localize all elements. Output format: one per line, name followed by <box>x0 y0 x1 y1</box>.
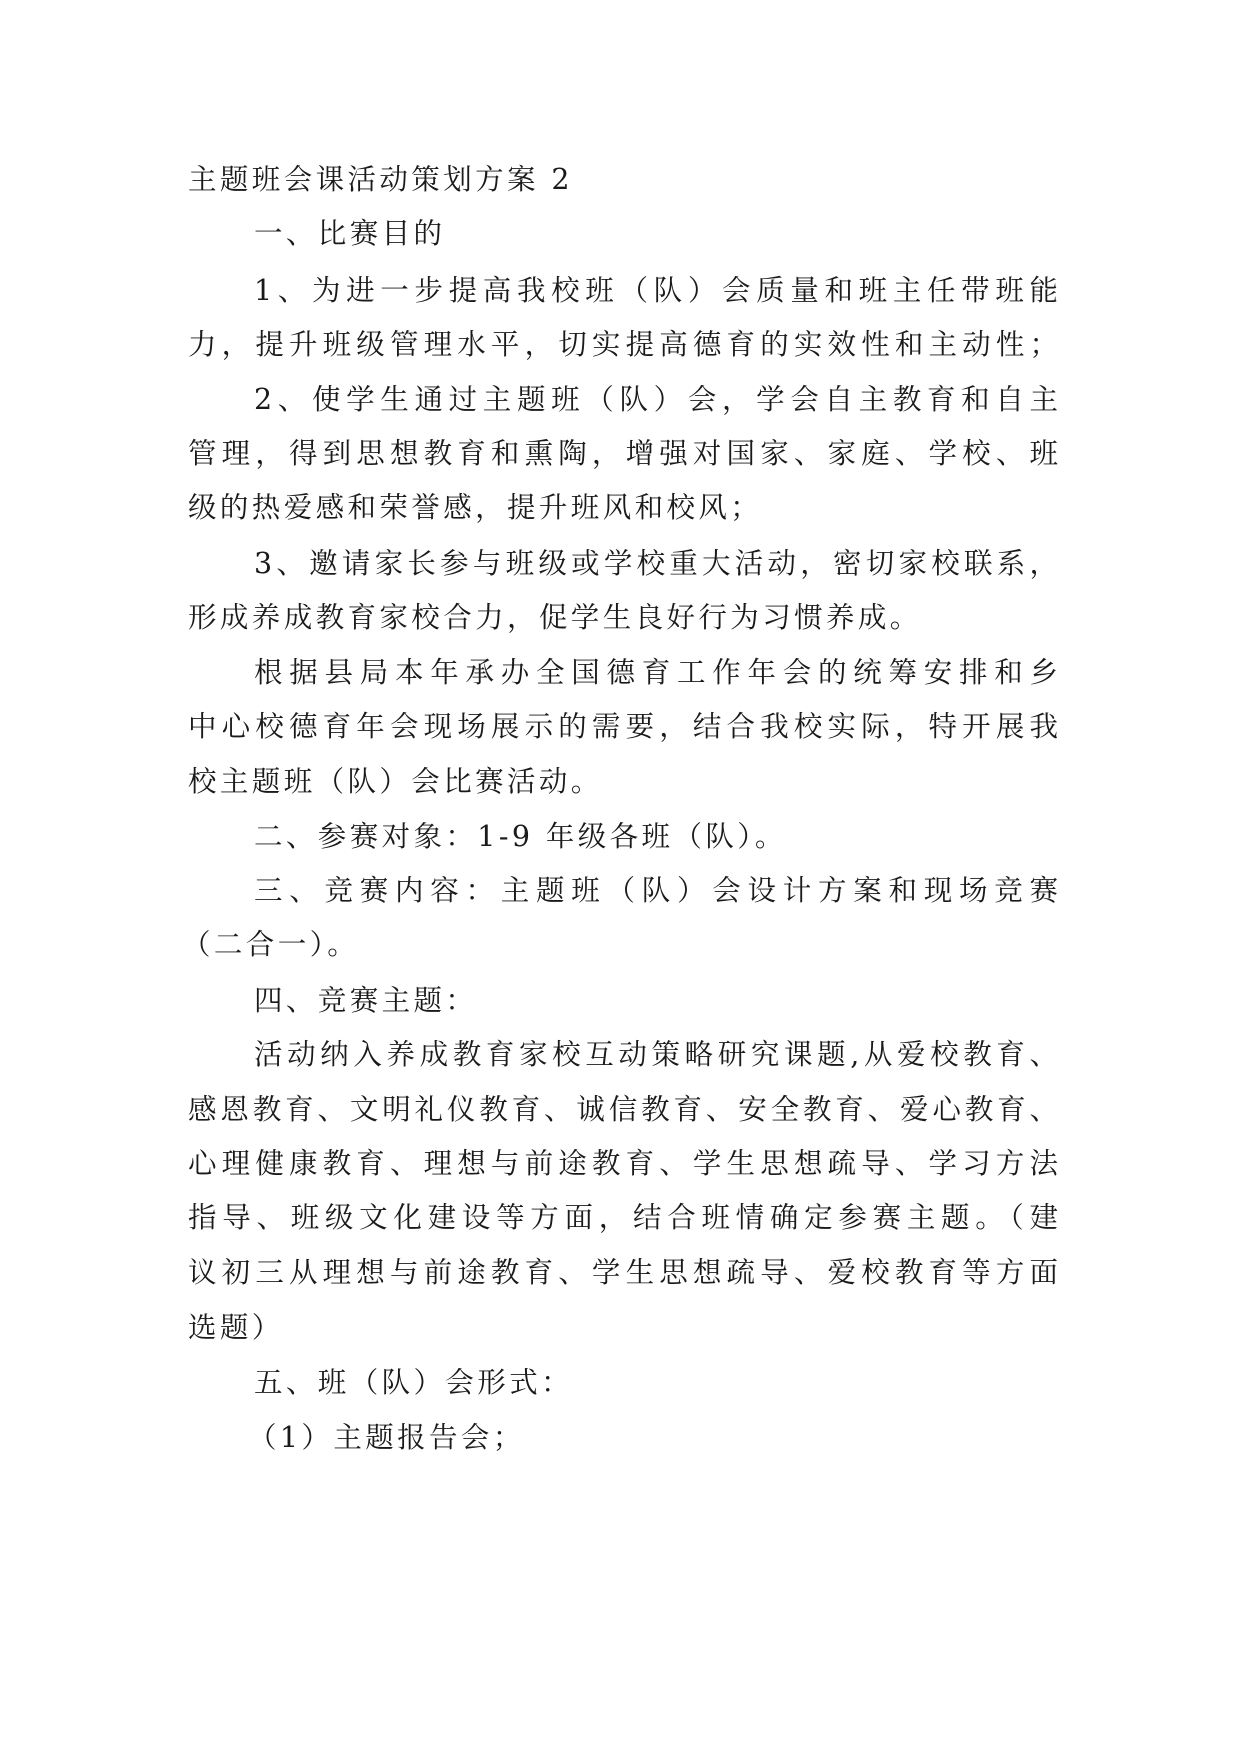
paragraph-2-line-3: 级的热爱感和荣誉感，提升班风和校风； <box>188 491 763 524</box>
section-2-participants: 二、参赛对象：1-9 年级各班（队）。 <box>254 820 787 853</box>
paragraph-5-line-3: 心理健康教育、理想与前途教育、学生思想疏导、学习方法 <box>188 1147 1058 1180</box>
section-3-line-1: 三、竞赛内容：主题班（队）会设计方案和现场竞赛 <box>254 874 1058 907</box>
paragraph-3-line-1: 3、邀请家长参与班级或学校重大活动，密切家校联系， <box>254 547 1058 580</box>
paragraph-4-line-3: 校主题班（队）会比赛活动。 <box>188 765 603 798</box>
paragraph-1-line-1: 1、为进一步提高我校班（队）会质量和班主任带班能 <box>254 274 1058 307</box>
paragraph-5-line-2: 感恩教育、文明礼仪教育、诚信教育、安全教育、爱心教育、 <box>188 1093 1058 1126</box>
paragraph-2-line-1: 2、使学生通过主题班（队）会，学会自主教育和自主 <box>254 383 1058 416</box>
section-5-item-1: （1）主题报告会； <box>248 1421 525 1454</box>
section-5-heading: 五、班（队）会形式： <box>254 1366 574 1399</box>
section-4-heading: 四、竞赛主题： <box>254 984 478 1017</box>
paragraph-4-line-1: 根据县局本年承办全国德育工作年会的统筹安排和乡 <box>254 656 1058 689</box>
paragraph-5-line-6: 选题） <box>188 1311 284 1344</box>
paragraph-5-line-4: 指导、班级文化建设等方面，结合班情确定参赛主题。（建 <box>188 1201 1058 1234</box>
paragraph-5-line-5: 议初三从理想与前途教育、学生思想疏导、爱校教育等方面 <box>188 1256 1058 1289</box>
section-3-line-2: （二合一）。 <box>182 928 360 961</box>
paragraph-5-line-1: 活动纳入养成教育家校互动策略研究课题,从爱校教育、 <box>254 1038 1058 1071</box>
paragraph-1-line-2: 力，提升班级管理水平，切实提高德育的实效性和主动性； <box>188 328 1058 361</box>
paragraph-3-line-2: 形成养成教育家校合力，促学生良好行为习惯养成。 <box>188 601 922 634</box>
paragraph-4-line-2: 中心校德育年会现场展示的需要，结合我校实际，特开展我 <box>188 710 1058 743</box>
document-title: 主题班会课活动策划方案 2 <box>188 163 573 196</box>
paragraph-2-line-2: 管理，得到思想教育和熏陶，增强对国家、家庭、学校、班 <box>188 437 1058 470</box>
section-1-heading: 一、比赛目的 <box>254 217 446 250</box>
